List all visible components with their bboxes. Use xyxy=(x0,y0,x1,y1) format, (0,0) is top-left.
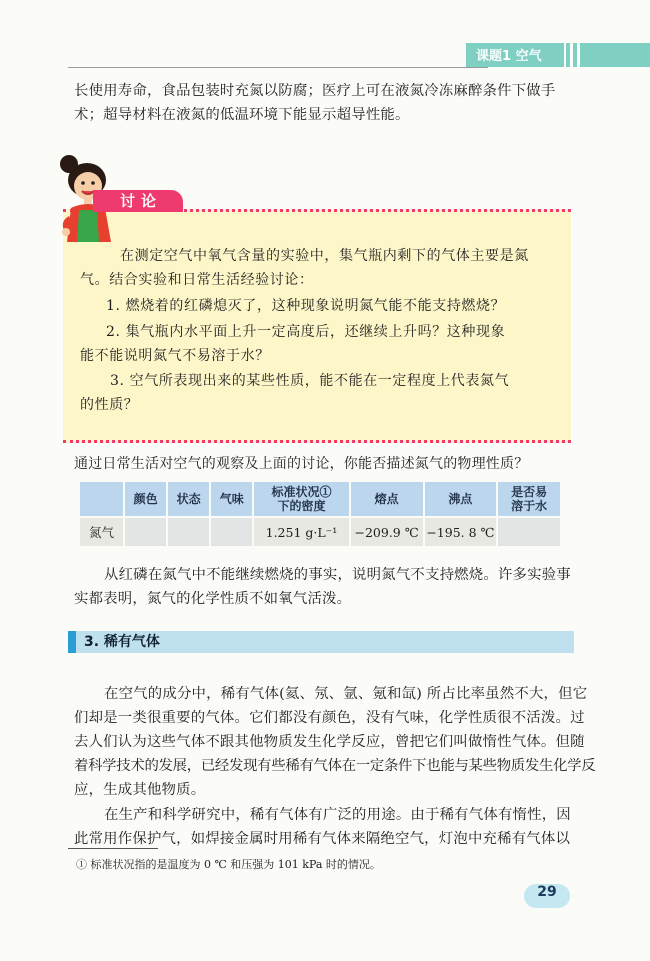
table-header-cell: 气味 xyxy=(211,482,252,516)
discussion-line: 气。结合实验和日常生活经验讨论： xyxy=(80,272,314,288)
footnote-rule xyxy=(68,848,158,849)
table-header-cell: 熔点 xyxy=(351,482,423,516)
body-line: 们却是一类很重要的气体。它们都没有颜色，没有气味，化学性质很不活泼。过 xyxy=(74,710,585,726)
body-line: 着科学技术的发展，已经发现有些稀有气体在一定条件下也能与某些物质发生化学反 xyxy=(74,758,596,774)
table-header-line: 标准状况① xyxy=(271,485,332,499)
table-header-cell: 沸点 xyxy=(425,482,497,516)
table-cell xyxy=(211,518,252,546)
table-cell xyxy=(498,518,560,546)
table-header-cell xyxy=(254,482,348,516)
table-cell xyxy=(168,518,209,546)
table-header-line: 溶于水 xyxy=(511,499,548,513)
body-line: 从红磷在氮气中不能继续燃烧的事实，说明氮气不支持燃烧。许多实验事 xyxy=(104,567,571,583)
table-cell: 1.251 g·L⁻¹ xyxy=(254,518,348,546)
discussion-line: 能不能说明氮气不易溶于水？ xyxy=(80,348,270,364)
body-line: 此常用作保护气，如焊接金属时用稀有气体来隔绝空气，灯泡中充稀有气体以 xyxy=(74,831,571,847)
discussion-title: 讨论 xyxy=(120,192,163,210)
discussion-line: 1. 燃烧着的红磷熄灭了，这种现象说明氮气能不能支持燃烧？ xyxy=(106,298,506,314)
table-cell xyxy=(125,518,166,546)
header-rule xyxy=(68,67,488,68)
body-line: 在空气的成分中，稀有气体(氦、氖、氩、氪和氙) 所占比率虽然不大，但它 xyxy=(104,686,588,702)
page-number: 29 xyxy=(537,884,557,900)
body-line: 在生产和科学研究中，稀有气体有广泛的用途。由于稀有气体有惰性，因 xyxy=(104,807,571,823)
table-header-cell: 状态 xyxy=(168,482,209,516)
header-stripe xyxy=(580,43,650,67)
question-text: 通过日常生活对空气的观察及上面的讨论，你能否描述氮气的物理性质？ xyxy=(74,456,529,472)
discussion-line: 3. 空气所表现出来的某些性质，能不能在一定程度上代表氮气 xyxy=(110,373,510,389)
discussion-line: 在测定空气中氧气含量的实验中，集气瓶内剩下的气体主要是氮 xyxy=(120,248,529,264)
chapter-label: 课题1 空气 xyxy=(476,49,542,64)
discussion-line: 2. 集气瓶内水平面上升一定高度后，还继续上升吗？这种现象 xyxy=(106,324,506,340)
header-stripe xyxy=(573,43,577,67)
section-header-accent xyxy=(68,631,76,653)
table-header-row xyxy=(80,482,560,516)
footnote: ① 标准状况指的是温度为 0 ℃ 和压强为 101 kPa 时的情况。 xyxy=(76,858,381,871)
header-stripe xyxy=(566,43,570,67)
body-line: 去人们认为这些气体不跟其他物质发生化学反应，曾把它们叫做惰性气体。但随 xyxy=(74,734,585,750)
table-header-line: 是否易 xyxy=(511,485,548,499)
table-cell: −195. 8 ℃ xyxy=(425,518,497,546)
intro-line: 长使用寿命，食品包装时充氮以防腐；医疗上可在液氮冷冻麻醉条件下做手 xyxy=(74,83,556,99)
table-cell: 氮气 xyxy=(80,518,123,546)
table-header-line: 下的密度 xyxy=(277,499,326,513)
table-cell: −209.9 ℃ xyxy=(351,518,423,546)
table-header-cell: 颜色 xyxy=(125,482,166,516)
body-line: 应，生成其他物质。 xyxy=(74,782,206,798)
discussion-line: 的性质？ xyxy=(80,397,139,413)
body-line: 实都表明，氮气的化学性质不如氧气活泼。 xyxy=(74,591,352,607)
table-header-cell xyxy=(498,482,560,516)
table-header-cell xyxy=(80,482,123,516)
intro-line: 术；超导材料在液氮的低温环境下能显示超导性能。 xyxy=(74,107,410,123)
table-row xyxy=(80,518,560,546)
section-title: 3. 稀有气体 xyxy=(84,634,160,650)
nitrogen-properties-table xyxy=(78,480,562,548)
